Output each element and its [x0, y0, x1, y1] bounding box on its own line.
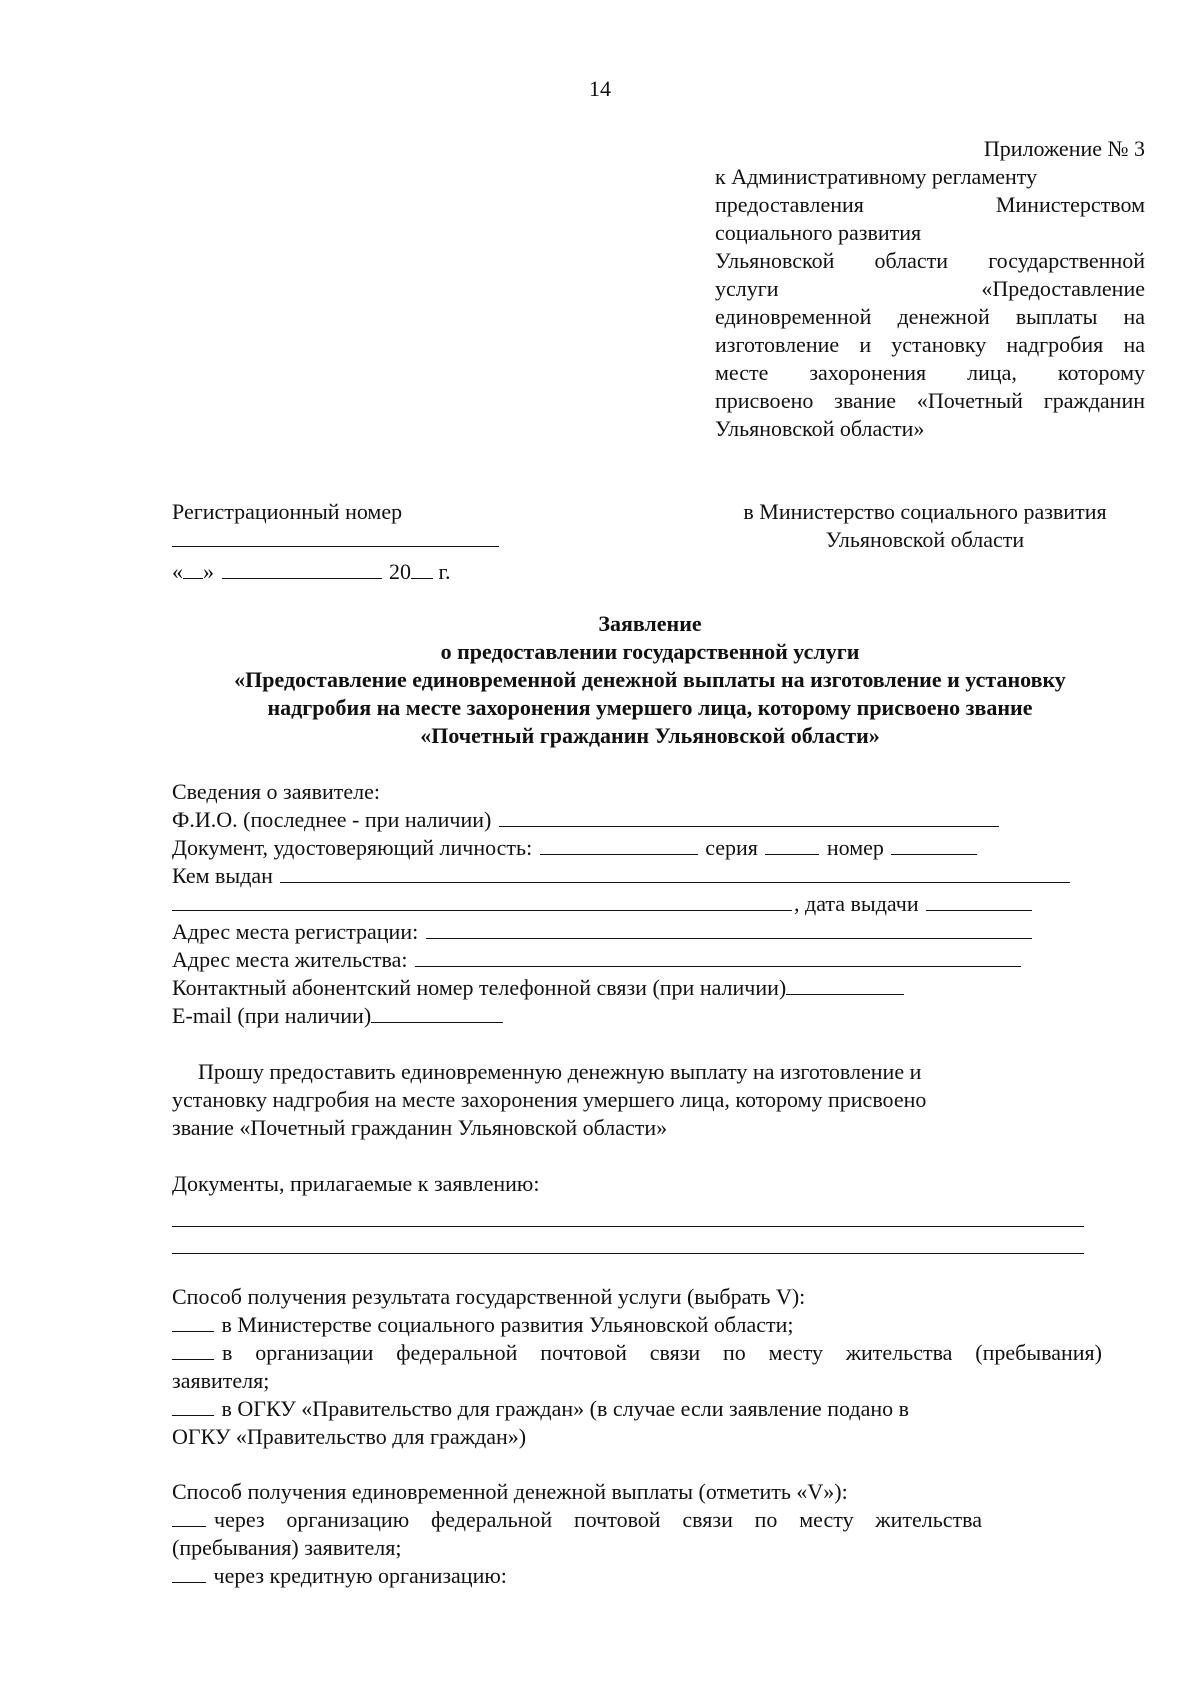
- page-number: 14: [589, 76, 611, 101]
- result-option-ministry-checkbox[interactable]: [172, 1311, 214, 1332]
- fio-row: [172, 806, 1072, 834]
- number-label: номер: [826, 835, 884, 860]
- fio-field[interactable]: [499, 806, 999, 827]
- payment-option-bank: [172, 1562, 982, 1590]
- addressee: [720, 498, 1130, 554]
- phone-label: Контактный абонентский номер телефонной связи (при наличии): [172, 975, 787, 1000]
- documents-label: Документы, прилагаемые к заявлению:: [172, 1171, 540, 1196]
- live-address-row: [172, 946, 1072, 974]
- result-option-mfc-checkbox[interactable]: [172, 1395, 214, 1416]
- date-year-field[interactable]: [411, 558, 433, 579]
- phone-field[interactable]: [786, 974, 904, 995]
- documents-field-line-1[interactable]: [172, 1226, 1084, 1227]
- heading-title: Заявление: [598, 611, 702, 636]
- appendix-word: Министерством: [995, 192, 1145, 217]
- number-field[interactable]: [891, 834, 977, 855]
- issue-date-field[interactable]: [926, 890, 1032, 911]
- document-row: [172, 834, 1072, 862]
- heading-line: «Предоставление единовременной денежной выплаты на изготовление и установку: [234, 667, 1066, 692]
- payment-method-title: Способ получения единовременной денежной выплаты (отметить «V»):: [172, 1479, 848, 1504]
- appendix-word: предоставления: [715, 192, 864, 217]
- appendix-line: Ульяновской области государственной: [715, 248, 1145, 273]
- series-label: серия: [705, 835, 758, 860]
- result-method-title: Способ получения результата государственной услуги (выбрать V):: [172, 1284, 806, 1309]
- applicant-section: [172, 778, 1072, 1030]
- applicant-title: Сведения о заявителе:: [172, 779, 381, 804]
- result-option-mfc-label-cont: ОГКУ «Правительство для граждан»): [172, 1424, 527, 1449]
- appendix-line: изготовление и установку надгробия на: [715, 332, 1145, 357]
- result-method-section: [172, 1283, 1102, 1451]
- addressee-line: Ульяновской области: [825, 527, 1025, 552]
- payment-option-post-checkbox[interactable]: [172, 1506, 206, 1527]
- request-line: звание «Почетный гражданин Ульяновской области»: [172, 1115, 668, 1140]
- appendix-title: Приложение № 3: [983, 136, 1145, 161]
- date-month-field[interactable]: [222, 558, 382, 579]
- payment-option-post-label: через организацию федеральной почтовой связи по месту жительства: [214, 1507, 982, 1532]
- registration-number-field[interactable]: [172, 546, 499, 547]
- application-heading: [150, 610, 1150, 750]
- request-line: Прошу предоставить единовременную денежную выплату на изготовление и: [198, 1059, 922, 1084]
- result-option-post-checkbox[interactable]: [172, 1339, 214, 1360]
- phone-row: [172, 974, 1072, 1002]
- email-field[interactable]: [371, 1002, 503, 1023]
- fio-label: Ф.И.О. (последнее - при наличии): [172, 807, 492, 832]
- reg-address-row: [172, 918, 1072, 946]
- appendix-word: «Предоставление: [981, 276, 1145, 301]
- addressee-line: в Министерство социального развития: [743, 499, 1107, 524]
- payment-method-section: [172, 1478, 982, 1590]
- live-address-label: Адрес места жительства:: [172, 947, 408, 972]
- live-address-field[interactable]: [415, 946, 1021, 967]
- result-option-post-label-cont: заявителя;: [172, 1368, 270, 1393]
- date-year-suffix: г.: [438, 559, 451, 584]
- registration-date: [172, 558, 451, 586]
- date-day-field[interactable]: [183, 558, 203, 579]
- result-option-post-label: в организации федеральной почтовой связи по месту жительства (пребывания): [222, 1340, 1102, 1365]
- reg-address-field[interactable]: [426, 918, 1032, 939]
- heading-line: «Почетный гражданин Ульяновской области»: [420, 723, 880, 748]
- request-line: установку надгробия на месте захоронения умершего лица, которому присвоено: [172, 1087, 927, 1112]
- document-label: Документ, удостоверяющий личность:: [172, 835, 533, 860]
- issued-by-label: Кем выдан: [172, 863, 273, 888]
- appendix-line: социального развития: [715, 220, 922, 245]
- email-row: [172, 1002, 1072, 1030]
- series-field[interactable]: [765, 834, 819, 855]
- issue-date-label: , дата выдачи: [794, 891, 919, 916]
- document-type-field[interactable]: [540, 834, 698, 855]
- result-option-mfc: [172, 1395, 1102, 1423]
- appendix-line: [715, 275, 1145, 303]
- date-close-quote: »: [203, 559, 214, 584]
- documents-field-line-2[interactable]: [172, 1253, 1084, 1254]
- payment-option-post: [172, 1506, 982, 1534]
- payment-option-bank-label: через кредитную организацию:: [213, 1563, 507, 1588]
- issued-by-field[interactable]: [280, 862, 1070, 883]
- request-paragraph: [172, 1058, 1072, 1142]
- result-option-ministry-label: в Министерстве социального развития Ульяновской области;: [221, 1312, 794, 1337]
- payment-option-post-label-cont: (пребывания) заявителя;: [172, 1535, 402, 1560]
- issued-by-row: [172, 862, 1072, 890]
- payment-option-bank-checkbox[interactable]: [172, 1562, 206, 1583]
- issue-date-row: [172, 890, 1072, 918]
- heading-line: надгробия на месте захоронения умершего лица, которому присвоено звание: [267, 695, 1033, 720]
- date-year-prefix: 20: [389, 559, 411, 584]
- appendix-line: Ульяновской области»: [715, 416, 925, 441]
- appendix-line: к Административному регламенту: [715, 164, 1038, 189]
- result-option-ministry: [172, 1311, 1102, 1339]
- result-option-post: [172, 1339, 1102, 1367]
- heading-line: о предоставлении государственной услуги: [440, 639, 860, 664]
- reg-address-label: Адрес места регистрации:: [172, 919, 419, 944]
- appendix-line: месте захоронения лица, которому: [715, 360, 1145, 385]
- issued-by-field-continued[interactable]: [172, 890, 792, 911]
- appendix-block: [715, 135, 1145, 443]
- email-label: E-mail (при наличии): [172, 1003, 372, 1028]
- appendix-line: присвоено звание «Почетный гражданин: [715, 388, 1145, 413]
- appendix-line: единовременной денежной выплаты на: [715, 304, 1145, 329]
- appendix-word: услуги: [715, 276, 779, 301]
- result-option-mfc-label: в ОГКУ «Правительство для граждан» (в случае если заявление подано в: [221, 1396, 909, 1421]
- date-open-quote: «: [172, 559, 183, 584]
- registration-label: Регистрационный номер: [172, 499, 403, 524]
- appendix-line: [715, 191, 1145, 219]
